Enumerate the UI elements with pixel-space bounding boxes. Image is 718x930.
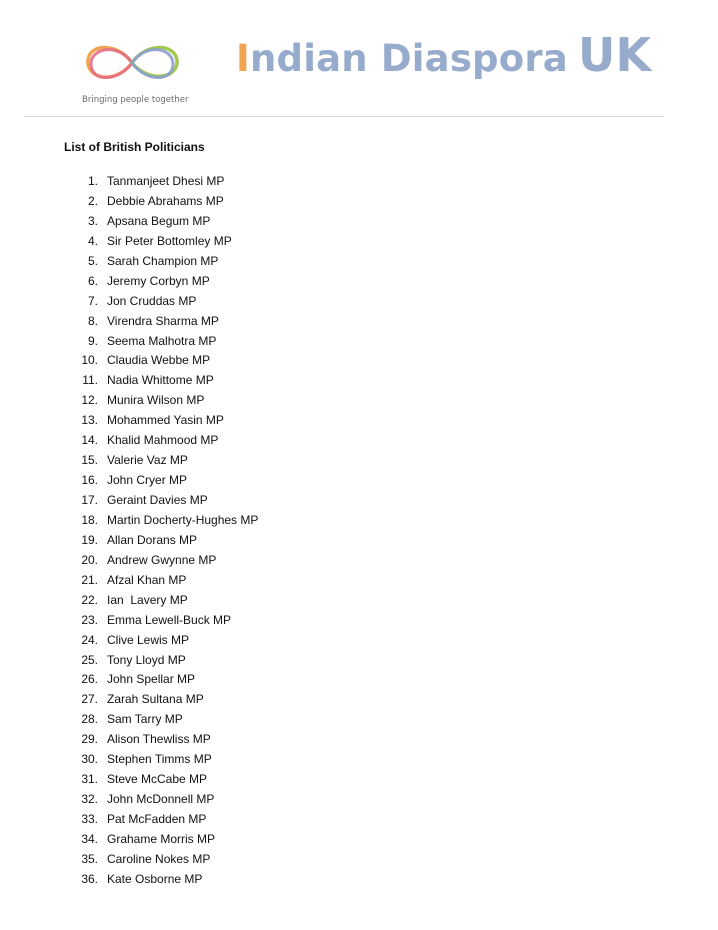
list-item-name: Zarah Sultana MP — [107, 692, 204, 707]
list-item-number: 11. — [82, 373, 98, 388]
list-item-name: Steve McCabe MP — [107, 772, 208, 787]
brand-initial: I — [236, 37, 250, 80]
list-item — [70, 810, 207, 830]
list-item — [70, 252, 219, 272]
list-item — [70, 411, 224, 431]
list-item-name: Sir Peter Bottomley MP — [107, 233, 232, 248]
list-item-number: 3. — [87, 213, 98, 228]
list-item-name: Apsana Begum MP — [107, 213, 211, 228]
list-item-name: Caroline Nokes MP — [107, 851, 211, 866]
list-item-name: Tony Lloyd MP — [107, 652, 186, 667]
list-item-number: 12. — [81, 393, 98, 408]
list-item-number: 25. — [81, 652, 98, 667]
list-item-name: Jon Cruddas MP — [107, 293, 197, 308]
list-item-number: 2. — [87, 193, 98, 208]
list-item-name: Jeremy Corbyn MP — [107, 273, 210, 288]
list-item-number: 14. — [81, 433, 98, 448]
list-item-number: 4. — [87, 233, 98, 248]
list-item — [70, 332, 217, 352]
list-item — [70, 611, 232, 631]
header-divider — [24, 116, 664, 117]
list-item-number: 7. — [87, 293, 98, 308]
list-item-number: 6. — [87, 273, 98, 288]
list-item-name: Ian Lavery MP — [107, 592, 188, 607]
list-item-name: Afzal Khan MP — [107, 572, 187, 587]
list-item-name: Grahame Morris MP — [107, 831, 216, 846]
list-item — [70, 292, 197, 312]
list-item-number: 26. — [81, 672, 98, 687]
list-item — [70, 192, 224, 212]
list-item — [70, 371, 214, 391]
list-item — [70, 232, 232, 252]
list-item — [70, 870, 203, 890]
list-item-name: Alison Thewliss MP — [107, 732, 211, 747]
list-item-name: John Cryer MP — [107, 473, 188, 488]
list-item — [70, 491, 208, 511]
list-item-name: Sam Tarry MP — [107, 712, 183, 727]
list-item-number: 32. — [81, 792, 98, 807]
list-item — [70, 531, 198, 551]
list-item-name: Andrew Gwynne MP — [107, 552, 217, 567]
list-item-number: 23. — [81, 612, 98, 627]
list-item — [70, 730, 211, 750]
brand-name: ndian Diaspora — [249, 37, 568, 80]
list-item — [70, 172, 225, 192]
list-item — [70, 511, 259, 531]
list-item-name: Allan Dorans MP — [107, 532, 198, 547]
logo-mark — [82, 38, 182, 88]
list-item — [70, 212, 211, 232]
list-item-number: 21. — [81, 572, 98, 587]
list-item-number: 9. — [87, 333, 98, 348]
list-item-number: 18. — [81, 512, 98, 527]
list-item — [70, 770, 208, 790]
list-item-name: Stephen Timms MP — [107, 752, 212, 767]
list-item-number: 34. — [81, 831, 98, 846]
list-item — [70, 690, 204, 710]
list-item-number: 22. — [81, 592, 98, 607]
list-item-name: John Spellar MP — [107, 672, 196, 687]
list-item — [70, 431, 219, 451]
list-item-number: 19. — [81, 532, 98, 547]
list-item — [70, 312, 219, 332]
list-item-name: Geraint Davies MP — [107, 493, 208, 507]
list-item-number: 35. — [81, 851, 98, 866]
brand-title — [236, 28, 652, 82]
list-item-number: 13. — [81, 413, 98, 428]
list-item-name: Virendra Sharma MP — [107, 313, 219, 328]
list-item-number: 10. — [81, 353, 98, 368]
list-item-number: 27. — [81, 692, 98, 707]
list-item-name: Debbie Abrahams MP — [107, 193, 224, 208]
list-item-number: 33. — [81, 812, 98, 826]
politician-list — [70, 172, 259, 890]
list-item — [70, 670, 196, 690]
list-item — [70, 710, 183, 730]
infinity-logo-icon — [82, 38, 182, 88]
list-item-number: 30. — [81, 752, 98, 767]
list-item — [70, 391, 205, 411]
list-item-name: Khalid Mahmood MP — [107, 433, 219, 448]
list-item-number: 1. — [87, 174, 98, 188]
list-item-number: 16. — [81, 473, 98, 488]
list-item-number: 15. — [81, 453, 98, 468]
list-item-number: 29. — [81, 732, 98, 747]
list-item-name: Emma Lewell-Buck MP — [107, 612, 232, 627]
list-item-name: Pat McFadden MP — [107, 812, 207, 826]
list-item — [70, 830, 216, 850]
logo-tagline: Bringing people together — [82, 95, 189, 105]
list-item — [70, 651, 186, 671]
list-item-name: Nadia Whittome MP — [107, 373, 214, 388]
list-item-number: 5. — [87, 253, 98, 268]
list-item — [70, 571, 187, 591]
list-item-number: 36. — [81, 871, 98, 886]
list-item — [70, 790, 215, 810]
list-item-number: 8. — [87, 313, 98, 328]
list-item-number: 20. — [81, 552, 98, 567]
list-item — [70, 631, 190, 651]
list-item-number: 17. — [81, 493, 98, 507]
list-item — [70, 272, 210, 292]
list-item-number: 28. — [81, 712, 98, 727]
brand-suffix: UK — [577, 28, 652, 82]
list-item-number: 24. — [81, 632, 98, 647]
list-item-name: Clive Lewis MP — [107, 632, 190, 647]
list-item-name: Valerie Vaz MP — [107, 453, 188, 468]
list-item — [70, 471, 188, 491]
list-item-name: Tanmanjeet Dhesi MP — [107, 174, 225, 188]
list-item-name: Seema Malhotra MP — [107, 333, 217, 348]
list-item-name: Sarah Champion MP — [107, 253, 219, 268]
list-item — [70, 591, 188, 611]
list-item-name: Munira Wilson MP — [107, 393, 205, 408]
list-item-name: Kate Osborne MP — [107, 871, 203, 886]
list-item — [70, 451, 188, 471]
list-item — [70, 351, 211, 371]
list-item-number: 31. — [81, 772, 98, 787]
list-item-name: John McDonnell MP — [107, 792, 215, 807]
document-title: List of British Politicians — [64, 140, 205, 154]
list-item-name: Claudia Webbe MP — [107, 353, 211, 368]
list-item — [70, 850, 211, 870]
list-item-name: Martin Docherty-Hughes MP — [107, 512, 259, 527]
list-item — [70, 551, 217, 571]
list-item — [70, 750, 212, 770]
list-item-name: Mohammed Yasin MP — [107, 413, 224, 428]
